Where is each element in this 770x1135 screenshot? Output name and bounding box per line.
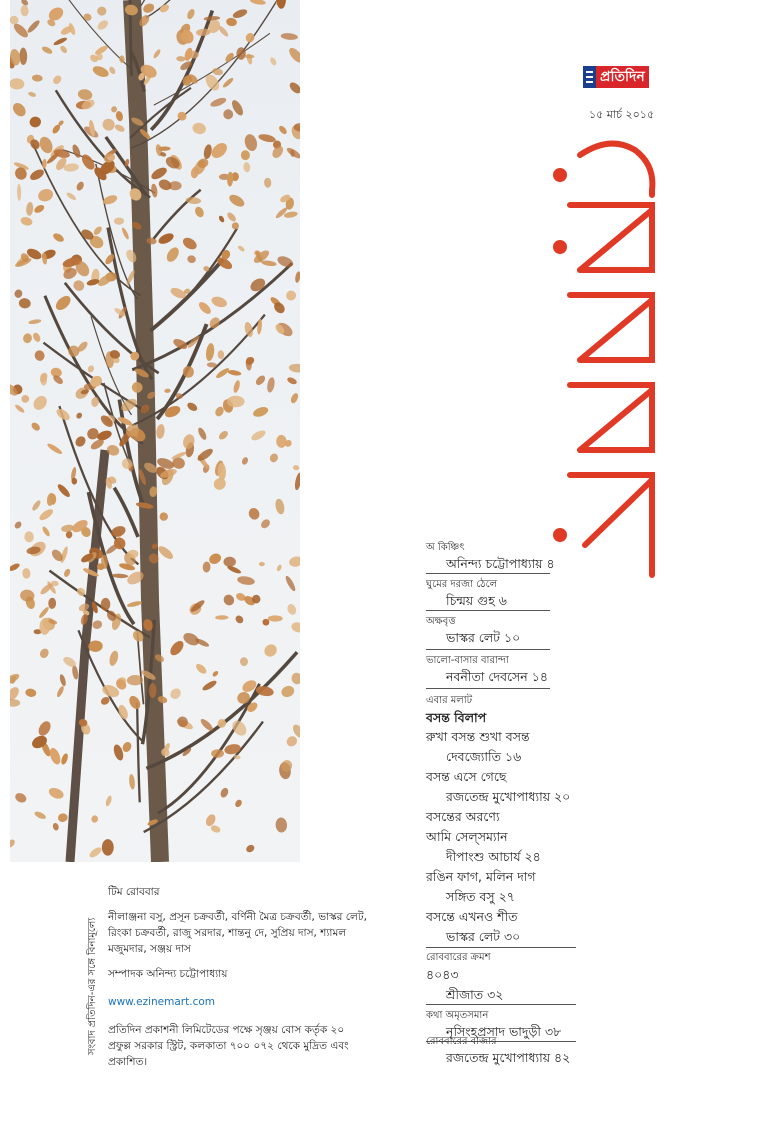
team-names: নীলাঞ্জনা বসু, প্রসূন চক্রবর্তী, বর্ণিনী মৈত্র চক্রবর্তী, ভাস্কর লেট, রিংকা চক্রবর্তী, রাজু সরদার, শান্তনু দে, সুপ্রিয় দাস, শ্যামল মজুমদার, সঞ্জয় দাস [108,911,367,955]
team-label: টিম রোববার [108,886,160,898]
robbar-masthead-logo [540,135,670,585]
free-with-newspaper-note: সংবাদ প্রতিদিন-এর সঙ্গে বিনামূল্যে [87,917,98,1055]
toc-item: শ্রীজাত ৩২ [446,987,504,1002]
toc-item: রঙিন ফাগ, মলিন দাগ [426,869,536,884]
toc-item: রজতেন্দ্র মুখোপাধ্যায় ২০ [446,789,571,804]
toc-item: ভাস্কর লেট ৩০ [446,929,521,944]
toc-item: বসন্ত এসে গেছে [426,769,507,784]
toc-item: চিন্ময় গুহ ৬ [446,593,507,608]
toc-item: নৃসিংহপ্রসাদ ভাদুড়ী ৩৮ [446,1024,562,1039]
toc-item: বসন্তে এখনও শীত [426,909,518,924]
website-link[interactable]: www.ezinemart.com [108,996,215,1008]
credits-block [108,884,368,1070]
pratidin-logo [583,66,649,88]
toc-item: অনিন্দ্য চট্টোপাধ্যায় ৪ [446,556,555,571]
toc-divider [426,688,550,689]
toc-section: রোববারের বাজার [426,1036,497,1047]
editor-credit: সম্পাদক অনিন্দ্য চট্টোপাধ্যায় [108,968,228,980]
toc-item: বসন্তের অরণ্যে [426,809,500,824]
toc-item: সঙ্গিত বসু ২৭ [446,889,515,904]
cover-story-title: বসন্ত বিলাপ [426,710,487,725]
cover-photo [10,0,300,862]
toc-section: রোববারের ক্রমশ [426,952,491,963]
autumn-tree-photo-icon [10,0,300,862]
toc-section: ভালো-বাসার বারান্দা [426,655,509,666]
issue-date: ১৫ মার্চ ২০১৫ [589,108,655,121]
toc-divider [426,573,550,574]
toc-divider [426,947,576,948]
toc-section: অক্ষবৃত্ত [426,616,456,627]
logo-mark-icon [583,66,596,88]
toc-divider [426,610,550,611]
toc-section: এবার মলাট [426,695,473,706]
toc-item: নবনীতা দেবসেন ১৪ [446,669,548,684]
toc-item: রজতেন্দ্র মুখোপাধ্যায় ৪২ [446,1050,571,1065]
toc-item: রুখা বসন্ত শুখা বসন্ত [426,729,530,744]
publisher-note: প্রতিদিন প্রকাশনী লিমিটেডের পক্ষে সৃঞ্জয় বোস কর্তৃক ২০ প্রফুল্ল সরকার স্ট্রিট, কলকাতা ৭০০ ০৭২ থেকে মুদ্রিত এবং প্রকাশিত। [108,1024,349,1068]
toc-divider [426,649,550,650]
toc-item: ৪০৪৩ [426,967,459,982]
logo-text: প্রতিদিন [596,66,649,88]
toc-section: কথা অমৃতসমান [426,1010,489,1021]
toc-item: আমি সেল্‌সম্যান [426,829,508,844]
toc-section: ঘুমের দরজা ঠেলে [426,579,498,590]
toc-section: অ কিঞ্চিৎ [426,542,465,553]
toc-item: ভাস্কর লেট ১০ [446,630,521,645]
toc-item: দীপাংশু আচার্য ২৪ [446,849,541,864]
toc-item: দেবজ্যোতি ১৬ [446,749,522,764]
toc-divider [426,1004,576,1005]
